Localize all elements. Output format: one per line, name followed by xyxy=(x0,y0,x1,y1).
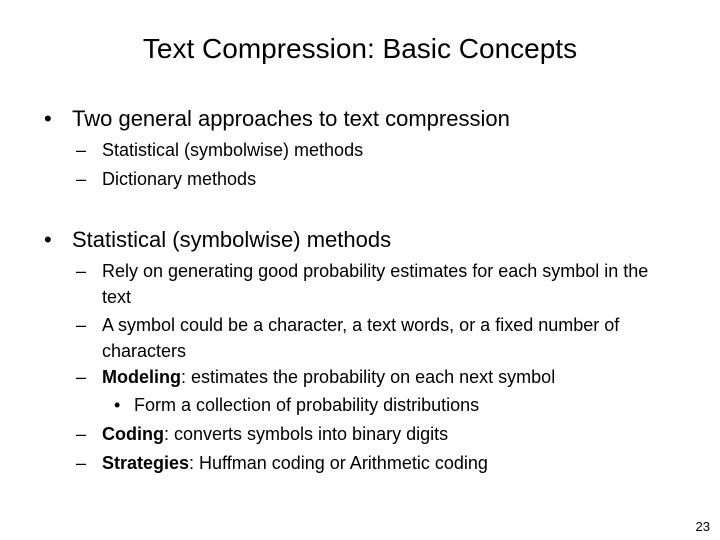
sub-item-modeling xyxy=(76,364,676,390)
sub-item-text: Statistical (symbolwise) methods xyxy=(102,140,364,160)
bullet-marker: • xyxy=(44,106,52,131)
dash-marker: – xyxy=(76,140,87,160)
bullet-approaches xyxy=(44,106,510,132)
sub-item-text: Dictionary methods xyxy=(102,169,257,189)
term-strategies: Strategies xyxy=(102,453,190,473)
sub-item-probability xyxy=(76,258,676,310)
bullet-statistical xyxy=(44,227,391,253)
bullet-text: Statistical (symbolwise) methods xyxy=(72,227,392,252)
dash-marker: – xyxy=(76,261,87,281)
sub-sub-item-distributions xyxy=(114,392,479,418)
bullet-text: Two general approaches to text compression xyxy=(72,106,510,131)
term-coding: Coding xyxy=(102,424,164,444)
sub-item-dictionary xyxy=(76,166,676,192)
sub-item-text xyxy=(102,421,676,447)
slide-title: Text Compression: Basic Concepts xyxy=(142,33,578,64)
dash-marker: – xyxy=(76,453,87,473)
sub-item-strategies xyxy=(76,450,676,476)
sub-item-text xyxy=(102,364,676,390)
dash-marker: – xyxy=(76,315,87,335)
bullet-marker: • xyxy=(114,395,121,415)
term-description: : Huffman coding or Arithmetic coding xyxy=(189,453,488,473)
dash-marker: – xyxy=(76,367,87,387)
sub-item-symbol xyxy=(76,312,676,364)
bullet-marker: • xyxy=(44,227,52,252)
sub-item-text: Rely on generating good probability estimates for each symbol in the text xyxy=(102,261,649,307)
sub-item-coding xyxy=(76,421,676,447)
sub-item-text: A symbol could be a character, a text words, or a fixed number of characters xyxy=(102,315,620,361)
sub-item-statistical xyxy=(76,137,676,163)
dash-marker: – xyxy=(76,169,87,189)
dash-marker: – xyxy=(76,424,87,444)
page-number: 23 xyxy=(695,519,710,534)
term-description: : estimates the probability on each next symbol xyxy=(181,367,556,387)
sub-item-text xyxy=(102,450,676,476)
term-description: : converts symbols into binary digits xyxy=(163,424,449,444)
sub-sub-item-text: Form a collection of probability distributions xyxy=(134,395,480,415)
term-modeling: Modeling xyxy=(102,367,181,387)
